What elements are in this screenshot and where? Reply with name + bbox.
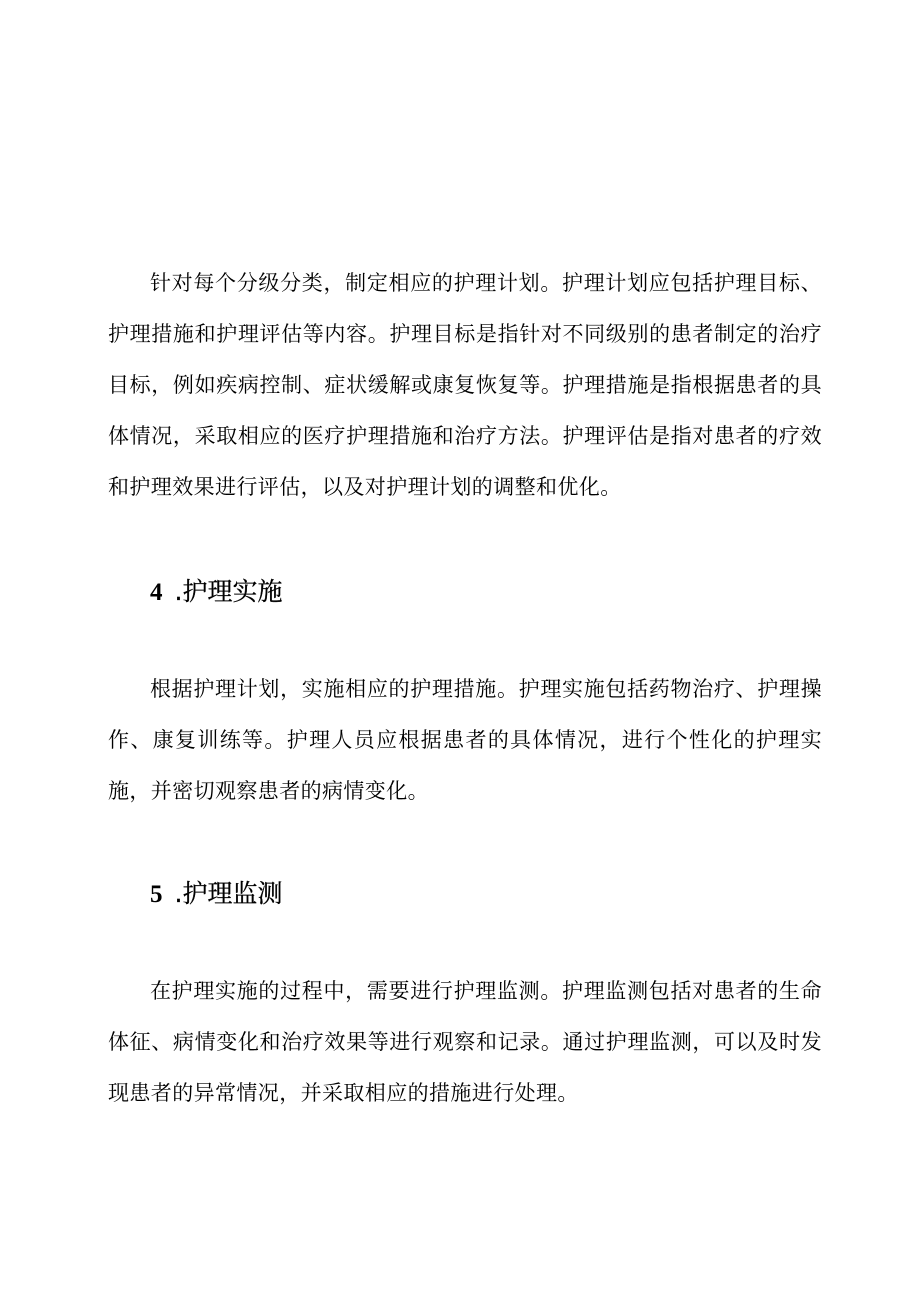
section-heading-nursing-implementation: [150, 572, 282, 613]
section-heading-nursing-monitoring: [150, 874, 282, 915]
section-number: 4: [150, 579, 163, 606]
section-title: .护理监测: [174, 879, 283, 908]
section-title: .护理实施: [174, 577, 283, 606]
paragraph-nursing-implementation: 根据护理计划，实施相应的护理措施。护理实施包括药物治疗、护理操作、康复训练等。护理人员应根据患者的具体情况，进行个性化的护理实施，并密切观察患者的病情变化。: [108, 677, 822, 803]
paragraph-nursing-plan: 针对每个分级分类，制定相应的护理计划。护理计划应包括护理目标、护理措施和护理评估等内容。护理目标是指针对不同级别的患者制定的治疗目标，例如疾病控制、症状缓解或康复恢复等。护理措施是指根据患者的具体情况，采取相应的医疗护理措施和治疗方法。护理评估是指对患者的疗效和护理效果进行评估，以及对护理计划的调整和优化。: [108, 271, 822, 499]
section-number: 5: [150, 881, 163, 908]
paragraph-nursing-monitoring: 在护理实施的过程中，需要进行护理监测。护理监测包括对患者的生命体征、病情变化和治疗效果等进行观察和记录。通过护理监测，可以及时发现患者的异常情况，并采取相应的措施进行处理。: [108, 979, 822, 1105]
